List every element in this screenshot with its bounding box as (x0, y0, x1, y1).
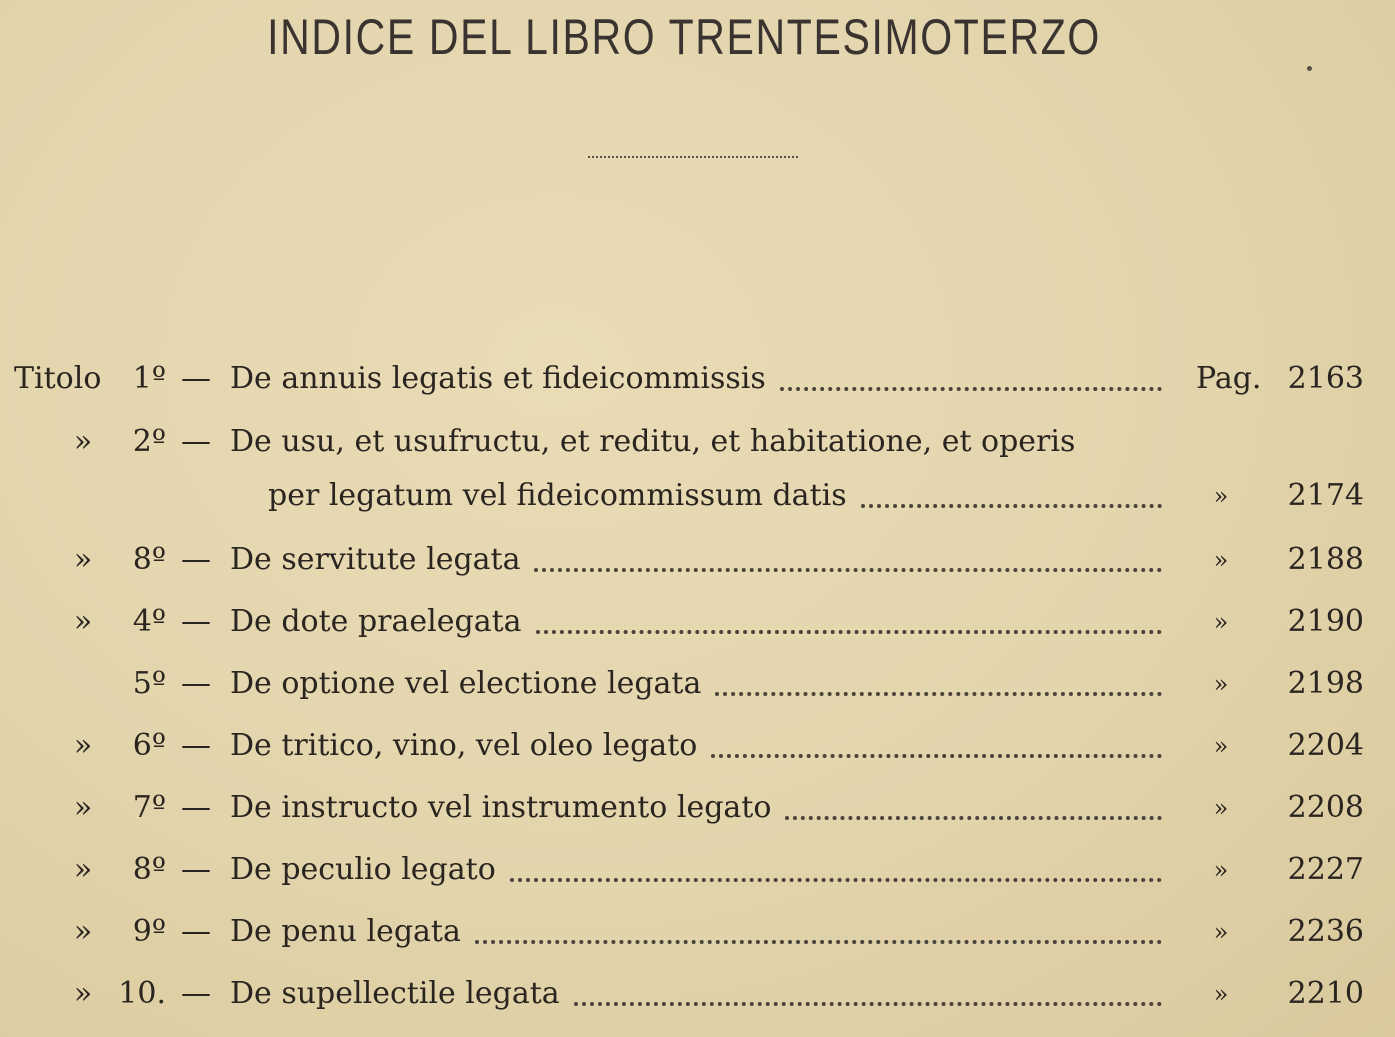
entry-title: De dote praelegata (230, 604, 522, 639)
toc-entry (0, 972, 1395, 1016)
page-number: 2190 (1287, 604, 1364, 639)
page-number: 2163 (1287, 361, 1364, 396)
ditto-mark: » (73, 976, 93, 1011)
entry-number: 9º (132, 914, 166, 949)
entry-number: 7º (132, 790, 166, 825)
dot-leader (475, 940, 1162, 944)
dot-leader (711, 754, 1162, 758)
page-ditto-mark: » (1213, 980, 1229, 1008)
toc-entry (0, 538, 1395, 582)
entry-dash: — (181, 666, 211, 701)
entry-dash: — (181, 542, 211, 577)
entry-number: 8º (132, 852, 166, 887)
page-ditto-mark: » (1213, 608, 1229, 636)
entry-number: 1º (132, 361, 166, 396)
page-ditto-mark: » (1213, 794, 1229, 822)
entry-dash: — (181, 604, 211, 639)
dot-leader (536, 630, 1162, 634)
toc-entry (0, 724, 1395, 768)
entry-dash: — (181, 852, 211, 887)
page-ditto-mark: » (1213, 732, 1229, 760)
ditto-mark: » (73, 728, 93, 763)
dot-leader (534, 568, 1162, 572)
entry-dash: — (181, 361, 211, 396)
entry-title: De tritico, vino, vel oleo legato (230, 728, 698, 763)
page-number: 2198 (1287, 666, 1364, 701)
toc-entry (0, 848, 1395, 892)
toc-entry-continuation (0, 474, 1395, 518)
page-ditto-mark: » (1213, 918, 1229, 946)
page-number: 2236 (1287, 914, 1364, 949)
dot-leader (715, 692, 1162, 696)
entry-title: De servitute legata (230, 542, 521, 577)
ditto-mark: » (73, 790, 93, 825)
entry-number: 10. (118, 976, 166, 1011)
entry-dash: — (181, 976, 211, 1011)
entry-title-continuation: per legatum vel fideicommissum datis (268, 478, 847, 513)
entry-title: De instructo vel instrumento legato (230, 790, 772, 825)
ditto-mark: » (73, 914, 93, 949)
toc-entry (0, 786, 1395, 830)
dot-leader (510, 878, 1162, 882)
entry-prefix: Titolo (14, 361, 102, 396)
entry-title: De supellectile legata (230, 976, 560, 1011)
entry-dash: — (181, 728, 211, 763)
page-number: 2188 (1287, 542, 1364, 577)
page-ditto-mark: » (1213, 546, 1229, 574)
page-title: INDICE DEL LIBRO TRENTESIMOTERZO (267, 9, 1101, 65)
toc-entry (0, 420, 1395, 464)
dot-leader (780, 387, 1162, 391)
page-ditto-mark: » (1213, 670, 1229, 698)
ditto-mark: » (73, 852, 93, 887)
entry-title: De penu legata (230, 914, 461, 949)
entry-title: De peculio legato (230, 852, 496, 887)
ditto-mark: » (73, 542, 93, 577)
dot-leader (574, 1002, 1162, 1006)
dot-leader (785, 816, 1162, 820)
page-ditto-mark: » (1213, 482, 1229, 510)
entry-title: De annuis legatis et fideicommissis (230, 361, 766, 396)
entry-dash: — (181, 914, 211, 949)
entry-title: De usu, et usufructu, et reditu, et habitatione, et operis (230, 424, 1076, 459)
page-number: 2204 (1287, 728, 1364, 763)
entry-dash: — (181, 424, 211, 459)
page-number: 2210 (1287, 976, 1364, 1011)
entry-number: 6º (132, 728, 166, 763)
dot-leader (861, 504, 1162, 508)
ditto-mark: » (73, 604, 93, 639)
entry-dash: — (181, 790, 211, 825)
ditto-mark: » (73, 424, 93, 459)
page-label: Pag. (1196, 361, 1262, 396)
entry-number: 4º (132, 604, 166, 639)
entry-number: 8º (132, 542, 166, 577)
toc-entry (0, 910, 1395, 954)
toc-entry (0, 662, 1395, 706)
toc-entry (0, 357, 1395, 401)
page-ditto-mark: » (1213, 856, 1229, 884)
entry-title: De optione vel electione legata (230, 666, 702, 701)
toc-entry (0, 600, 1395, 644)
entry-number: 5º (132, 666, 166, 701)
page-number: 2174 (1287, 478, 1364, 513)
page-number: 2208 (1287, 790, 1364, 825)
page-number: 2227 (1287, 852, 1364, 887)
entry-number: 2º (132, 424, 166, 459)
